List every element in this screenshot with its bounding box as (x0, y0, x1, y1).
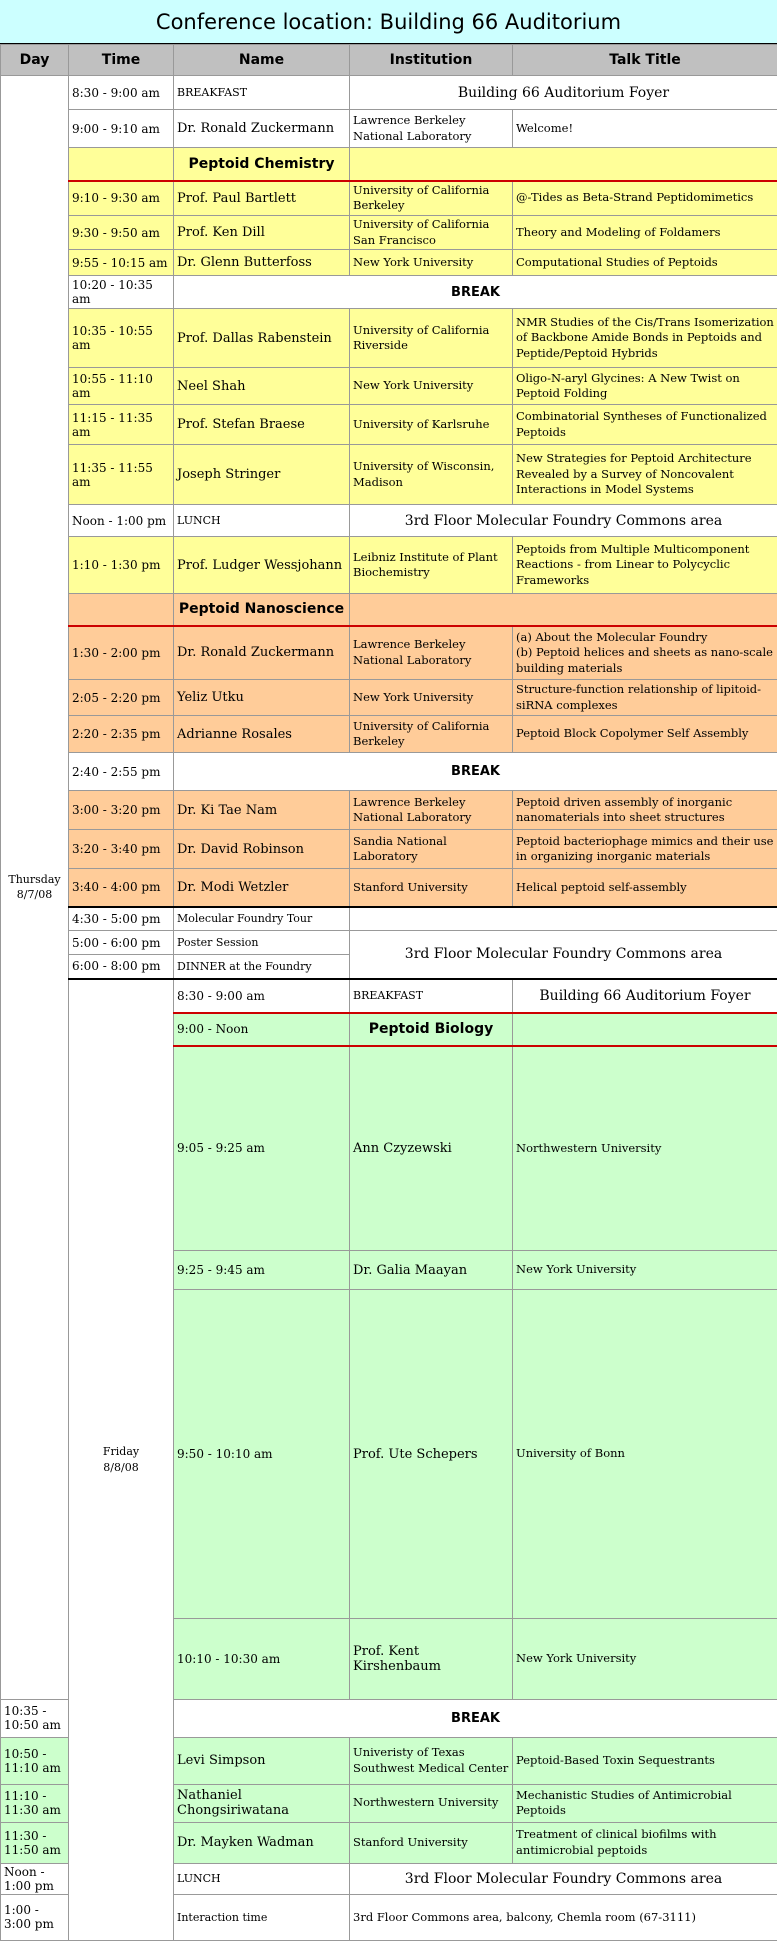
header-name: Name (174, 45, 350, 76)
talk-part-b: (b) Peptoid helices and sheets as nano-scale building materials (516, 645, 774, 676)
institution-cell: Northwestern University (513, 1046, 777, 1251)
time-cell: 3:20 - 3:40 pm (69, 830, 174, 869)
time-cell: 9:00 - Noon (174, 1013, 350, 1046)
time-cell: 2:20 - 2:35 pm (69, 716, 174, 753)
name-cell: Prof. Stefan Braese (174, 405, 350, 445)
name-cell: DINNER at the Foundry (174, 955, 350, 979)
session-spacer (350, 148, 777, 181)
day-cell-thursday (1, 76, 69, 1700)
time-cell: 10:55 - 11:10 am (69, 368, 174, 405)
table-row (1, 979, 777, 1013)
table-row (1, 445, 777, 505)
header-row (1, 45, 777, 76)
name-cell: Prof. Dallas Rabenstein (174, 309, 350, 368)
time-cell: 1:00 - 3:00 pm (1, 1894, 69, 1940)
time-cell: 9:30 - 9:50 am (69, 216, 174, 250)
name-cell: Adrianne Rosales (174, 716, 350, 753)
table-row (1, 791, 777, 830)
header-time: Time (69, 45, 174, 76)
time-cell: 10:35 - 10:50 am (1, 1699, 69, 1737)
time-cell: 10:35 - 10:55 am (69, 309, 174, 368)
institution-cell: University of California Berkeley (350, 181, 513, 216)
talk-cell: Treatment of clinical biofilms with antimicrobial peptoids (513, 1822, 777, 1863)
session-spacer (350, 594, 777, 626)
talk-cell: Peptoid Block Copolymer Self Assembly (513, 716, 777, 753)
name-cell: Levi Simpson (174, 1737, 350, 1784)
empty-cell (350, 907, 777, 931)
talk-cell: Theory and Modeling of Foldamers (513, 216, 777, 250)
time-cell: Noon - 1:00 pm (1, 1863, 69, 1894)
institution-cell: Sandia National Laboratory (350, 830, 513, 869)
talk-cell (513, 626, 777, 680)
page-title: Conference location: Building 66 Auditorium (0, 0, 777, 44)
time-cell: 1:10 - 1:30 pm (69, 537, 174, 594)
table-row (1, 181, 777, 216)
time-cell: Noon - 1:00 pm (69, 505, 174, 537)
time-cell: 4:30 - 5:00 pm (69, 907, 174, 931)
location-cell: 3rd Floor Commons area, balcony, Chemla room (67-3111) (350, 1894, 777, 1940)
table-row (1, 907, 777, 931)
table-row (1, 830, 777, 869)
time-cell: 8:30 - 9:00 am (69, 76, 174, 110)
institution-cell: Lawrence Berkeley National Laboratory (350, 110, 513, 148)
institution-cell: University of California Berkeley (350, 716, 513, 753)
institution-cell: Leibniz Institute of Plant Biochemistry (350, 537, 513, 594)
table-row (1, 680, 777, 716)
institution-cell: University of Karlsruhe (350, 405, 513, 445)
institution-cell: New York University (350, 250, 513, 276)
name-cell: Dr. Ronald Zuckermann (174, 110, 350, 148)
location-cell: 3rd Floor Molecular Foundry Commons area (350, 505, 777, 537)
break-label: BREAK (174, 753, 777, 791)
name-cell: Nathaniel Chongsiriwatana (174, 1784, 350, 1822)
institution-cell: New York University (513, 1251, 777, 1290)
name-cell: Dr. David Robinson (174, 830, 350, 869)
time-cell: 11:15 - 11:35 am (69, 405, 174, 445)
day-cell-friday (69, 979, 174, 1941)
break-label: BREAK (174, 1699, 777, 1737)
table-row (1, 368, 777, 405)
name-cell: Dr. Glenn Butterfoss (174, 250, 350, 276)
day-label: Friday (72, 1444, 170, 1459)
break-row (1, 276, 777, 309)
day-date: 8/7/08 (4, 887, 65, 902)
institution-cell: New York University (350, 680, 513, 716)
table-row (1, 110, 777, 148)
name-cell: Dr. Mayken Wadman (174, 1822, 350, 1863)
institution-cell: Northwestern University (350, 1784, 513, 1822)
time-cell: 11:10 - 11:30 am (1, 1784, 69, 1822)
header-day: Day (1, 45, 69, 76)
location-cell: Building 66 Auditorium Foyer (513, 979, 777, 1013)
table-row (1, 250, 777, 276)
time-cell: 10:20 - 10:35 am (69, 276, 174, 309)
name-cell: Molecular Foundry Tour (174, 907, 350, 931)
session-title: Peptoid Biology (350, 1013, 513, 1046)
institution-cell: University of Bonn (513, 1290, 777, 1619)
institution-cell: New York University (513, 1619, 777, 1700)
time-cell: 9:25 - 9:45 am (174, 1251, 350, 1290)
name-cell: BREAKFAST (174, 76, 350, 110)
table-row (1, 931, 777, 955)
break-row (1, 753, 777, 791)
time-cell: 6:00 - 8:00 pm (69, 955, 174, 979)
table-row (1, 505, 777, 537)
name-cell: Poster Session (174, 931, 350, 955)
name-cell: Prof. Ken Dill (174, 216, 350, 250)
name-cell: Prof. Paul Bartlett (174, 181, 350, 216)
name-cell: LUNCH (174, 1863, 350, 1894)
talk-cell: Peptoid-Based Toxin Sequestrants (513, 1737, 777, 1784)
time-cell: 9:00 - 9:10 am (69, 110, 174, 148)
talk-cell: Peptoid driven assembly of inorganic nanomaterials into sheet structures (513, 791, 777, 830)
table-row (1, 869, 777, 907)
name-cell: Yeliz Utku (174, 680, 350, 716)
name-cell: Interaction time (174, 1894, 350, 1940)
table-row (1, 716, 777, 753)
time-cell: 11:35 - 11:55 am (69, 445, 174, 505)
table-row (1, 76, 777, 110)
time-cell: 9:50 - 10:10 am (174, 1290, 350, 1619)
talk-cell: Peptoids from Multiple Multicomponent Reactions - from Linear to Polycyclic Frameworks (513, 537, 777, 594)
time-cell: 9:55 - 10:15 am (69, 250, 174, 276)
name-cell: Prof. Ludger Wessjohann (174, 537, 350, 594)
time-cell: 10:50 - 11:10 am (1, 1737, 69, 1784)
institution-cell: University of Wisconsin, Madison (350, 445, 513, 505)
time-cell: 1:30 - 2:00 pm (69, 626, 174, 680)
table-row (1, 216, 777, 250)
institution-cell: Stanford University (350, 1822, 513, 1863)
name-cell: Dr. Galia Maayan (350, 1251, 513, 1290)
time-cell (69, 594, 174, 626)
talk-cell: Combinatorial Syntheses of Functionalized Peptoids (513, 405, 777, 445)
table-row (1, 537, 777, 594)
header-institution: Institution (350, 45, 513, 76)
table-row (1, 626, 777, 680)
time-cell: 9:05 - 9:25 am (174, 1046, 350, 1251)
institution-cell: Lawrence Berkeley National Laboratory (350, 791, 513, 830)
talk-cell: Peptoid bacteriophage mimics and their use in organizing inorganic materials (513, 830, 777, 869)
table-row (1, 405, 777, 445)
name-cell: Prof. Kent Kirshenbaum (350, 1619, 513, 1700)
talk-cell: NMR Studies of the Cis/Trans Isomerization of Backbone Amide Bonds in Peptoids and Peptide/Peptoid Hybrids (513, 309, 777, 368)
time-cell: 9:10 - 9:30 am (69, 181, 174, 216)
institution-cell: Stanford University (350, 869, 513, 907)
session-title: Peptoid Nanoscience (174, 594, 350, 626)
time-cell: 11:30 - 11:50 am (1, 1822, 69, 1863)
name-cell: BREAKFAST (350, 979, 513, 1013)
talk-cell: Mechanistic Studies of Antimicrobial Peptoids (513, 1784, 777, 1822)
schedule-table (0, 44, 777, 1941)
time-cell: 3:00 - 3:20 pm (69, 791, 174, 830)
talk-cell: Welcome! (513, 110, 777, 148)
time-cell: 2:05 - 2:20 pm (69, 680, 174, 716)
talk-cell: @-Tides as Beta-Strand Peptidomimetics (513, 181, 777, 216)
name-cell: LUNCH (174, 505, 350, 537)
day-label: Thursday (4, 872, 65, 887)
name-cell: Dr. Ki Tae Nam (174, 791, 350, 830)
time-cell: 10:10 - 10:30 am (174, 1619, 350, 1700)
time-cell (69, 148, 174, 181)
time-cell: 2:40 - 2:55 pm (69, 753, 174, 791)
day-date: 8/8/08 (72, 1460, 170, 1475)
talk-cell: Structure-function relationship of lipitoid-siRNA complexes (513, 680, 777, 716)
time-cell: 5:00 - 6:00 pm (69, 931, 174, 955)
talk-cell: Oligo-N-aryl Glycines: A New Twist on Peptoid Folding (513, 368, 777, 405)
session-row (1, 148, 777, 181)
talk-cell: Helical peptoid self-assembly (513, 869, 777, 907)
name-cell: Neel Shah (174, 368, 350, 405)
session-title: Peptoid Chemistry (174, 148, 350, 181)
name-cell: Prof. Ute Schepers (350, 1290, 513, 1619)
location-cell: Building 66 Auditorium Foyer (350, 76, 777, 110)
institution-cell: University of California Riverside (350, 309, 513, 368)
institution-cell: New York University (350, 368, 513, 405)
session-row (1, 594, 777, 626)
location-cell: 3rd Floor Molecular Foundry Commons area (350, 931, 777, 979)
time-cell: 8:30 - 9:00 am (174, 979, 350, 1013)
institution-cell: University of California San Francisco (350, 216, 513, 250)
time-cell: 3:40 - 4:00 pm (69, 869, 174, 907)
name-cell: Dr. Ronald Zuckermann (174, 626, 350, 680)
location-cell: 3rd Floor Molecular Foundry Commons area (350, 1863, 777, 1894)
institution-cell: Lawrence Berkeley National Laboratory (350, 626, 513, 680)
table-row (1, 309, 777, 368)
talk-cell: New Strategies for Peptoid Architecture Revealed by a Survey of Noncovalent Interactions in Model Systems (513, 445, 777, 505)
institution-cell: Univeristy of Texas Southwest Medical Center (350, 1737, 513, 1784)
talk-part-a: (a) About the Molecular Foundry (516, 630, 774, 646)
name-cell: Dr. Modi Wetzler (174, 869, 350, 907)
name-cell: Ann Czyzewski (350, 1046, 513, 1251)
session-spacer (513, 1013, 777, 1046)
break-label: BREAK (174, 276, 777, 309)
talk-cell: Computational Studies of Peptoids (513, 250, 777, 276)
header-talk-title: Talk Title (513, 45, 777, 76)
name-cell: Joseph Stringer (174, 445, 350, 505)
